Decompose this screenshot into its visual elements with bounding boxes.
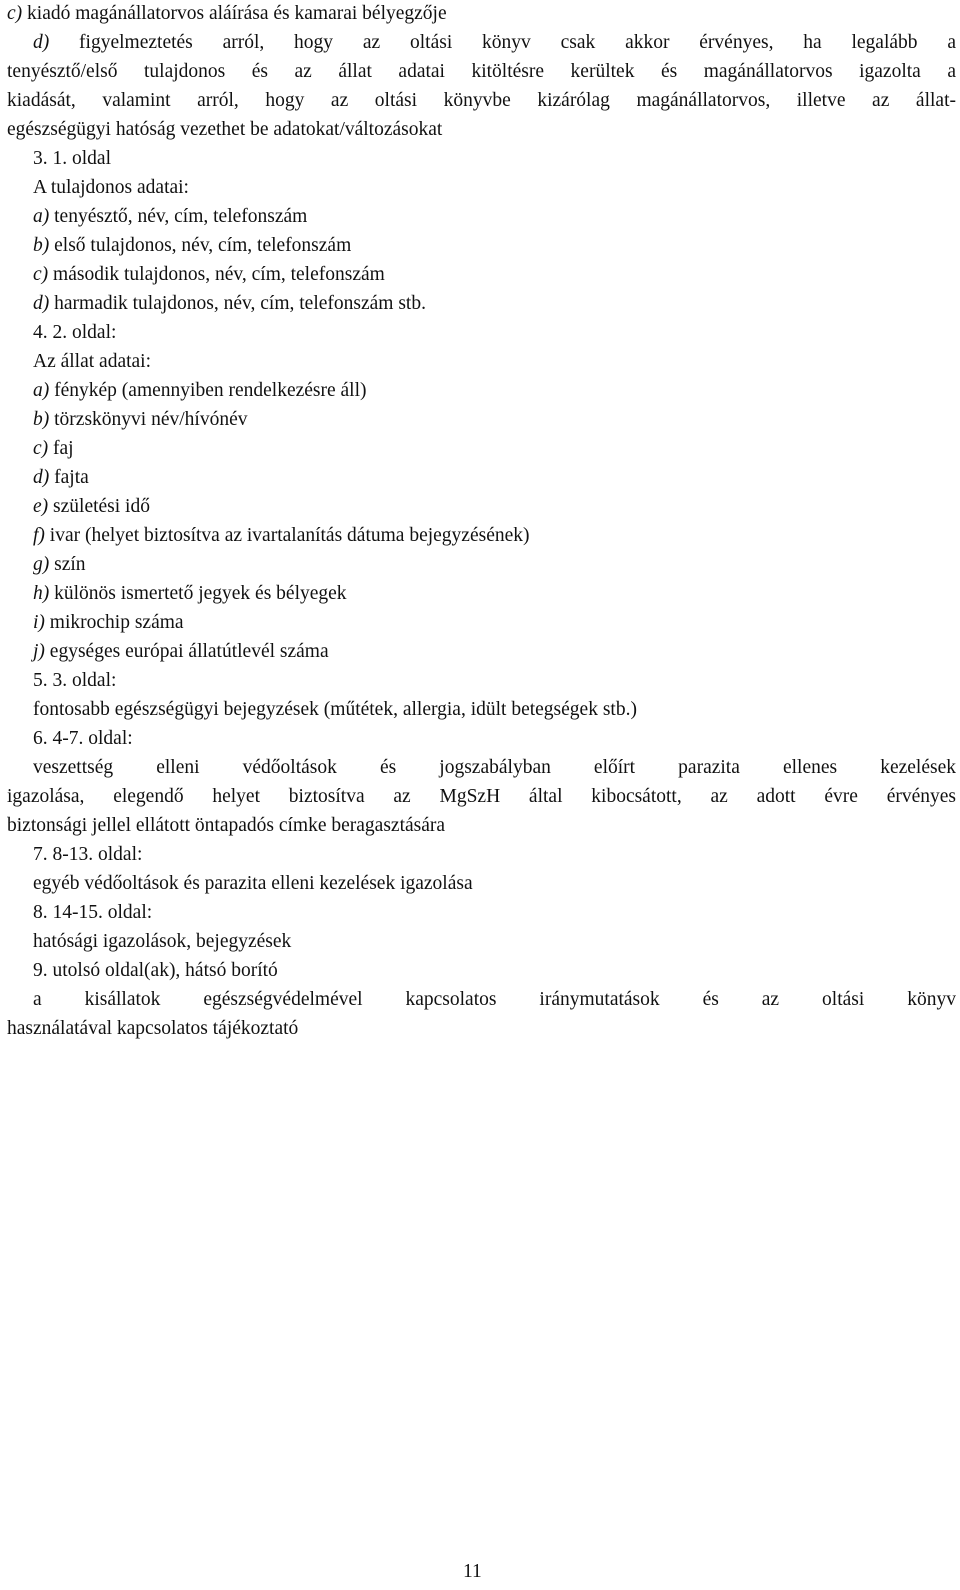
list-item-j — [33, 640, 329, 664]
paragraph-line: hatósági igazolások, bejegyzések — [33, 931, 292, 952]
section-heading: 7. 8-13. oldal: — [33, 844, 143, 865]
section-heading: 8. 14-15. oldal: — [33, 902, 153, 923]
item-text: fajta — [49, 467, 89, 488]
item-marker: g) — [33, 554, 50, 575]
section-heading: 4. 2. oldal: — [33, 322, 117, 343]
list-item-c — [7, 2, 447, 26]
item-text: harmadik tulajdonos, név, cím, telefonszám stb. — [49, 293, 426, 314]
item-marker: d) — [33, 32, 50, 53]
section-heading: 9. utolsó oldal(ak), hátsó borító — [33, 960, 278, 981]
list-item-a — [33, 379, 367, 403]
paragraph-line: a kisállatok egészségvédelmével kapcsolatos iránymutatások és az oltási könyv — [33, 989, 956, 1010]
item-text: tenyésztő, név, cím, telefonszám — [49, 206, 308, 227]
item-marker: h) — [33, 583, 50, 604]
item-text: ivar (helyet biztosítva az ivartalanítás dátuma bejegyzésének) — [44, 525, 530, 546]
item-marker: b) — [33, 409, 50, 430]
list-item-h — [33, 582, 347, 606]
item-text: figyelmeztetés arról, hogy az oltási könyv csak akkor érvényes, ha legalább a — [49, 32, 956, 53]
item-text: szín — [49, 554, 86, 575]
paragraph-line: egészségügyi hatóság vezethet be adatokat/változásokat — [7, 119, 443, 140]
section-subheading: A tulajdonos adatai: — [33, 177, 189, 198]
section-heading: 3. 1. oldal — [33, 148, 111, 169]
list-item-d — [33, 292, 426, 316]
list-item-a — [33, 205, 307, 229]
item-text: faj — [48, 438, 74, 459]
item-text: születési idő — [48, 496, 150, 517]
section-heading: 6. 4-7. oldal: — [33, 728, 133, 749]
item-text: kiadó magánállatorvos aláírása és kamarai bélyegzője — [22, 3, 447, 24]
item-text: első tulajdonos, név, cím, telefonszám — [49, 235, 352, 256]
paragraph-line: fontosabb egészségügyi bejegyzések (műtétek, allergia, idült betegségek stb.) — [33, 699, 637, 720]
paragraph-line: kiadását, valamint arról, hogy az oltási könyvbe kizárólag magánállatorvos, illetve az állat- — [7, 90, 956, 111]
list-item-i — [33, 611, 184, 635]
item-text: különös ismertető jegyek és bélyegek — [49, 583, 347, 604]
list-item-d — [33, 31, 956, 55]
list-item-c — [33, 263, 385, 287]
paragraph-line: biztonsági jellel ellátott öntapadós címke beragasztására — [7, 815, 446, 836]
list-item-f — [33, 524, 530, 548]
paragraph-line: egyéb védőoltások és parazita elleni kezelések igazolása — [33, 873, 473, 894]
item-text: második tulajdonos, név, cím, telefonszám — [48, 264, 385, 285]
item-marker: f) — [33, 525, 45, 546]
paragraph-line: igazolása, elegendő helyet biztosítva az MgSzH által kibocsátott, az adott évre érvényes — [7, 786, 956, 807]
item-marker: c) — [7, 3, 23, 24]
paragraph-line: veszettség elleni védőoltások és jogszabályban előírt parazita ellenes kezelések — [33, 757, 956, 778]
item-marker: d) — [33, 467, 50, 488]
list-item-c — [33, 437, 74, 461]
list-item-b — [33, 408, 247, 432]
item-text: fénykép (amennyiben rendelkezésre áll) — [49, 380, 367, 401]
item-marker: a) — [33, 380, 50, 401]
list-item-e — [33, 495, 150, 519]
list-item-g — [33, 553, 86, 577]
list-item-b — [33, 234, 351, 258]
item-marker: c) — [33, 438, 49, 459]
item-text: mikrochip száma — [44, 612, 184, 633]
paragraph-line: használatával kapcsolatos tájékoztató — [7, 1018, 299, 1039]
section-subheading: Az állat adatai: — [33, 351, 152, 372]
page-number: 11 — [463, 1561, 482, 1582]
item-marker: d) — [33, 293, 50, 314]
item-marker: e) — [33, 496, 49, 517]
item-marker: j) — [33, 641, 45, 662]
item-marker: i) — [33, 612, 45, 633]
item-marker: c) — [33, 264, 49, 285]
section-heading: 5. 3. oldal: — [33, 670, 117, 691]
paragraph-line: tenyésztő/első tulajdonos és az állat adatai kitöltésre kerültek és magánállatorvos igazolta a — [7, 61, 956, 82]
list-item-d — [33, 466, 89, 490]
item-marker: a) — [33, 206, 50, 227]
item-marker: b) — [33, 235, 50, 256]
item-text: törzskönyvi név/hívónév — [49, 409, 248, 430]
item-text: egységes európai állatútlevél száma — [44, 641, 329, 662]
